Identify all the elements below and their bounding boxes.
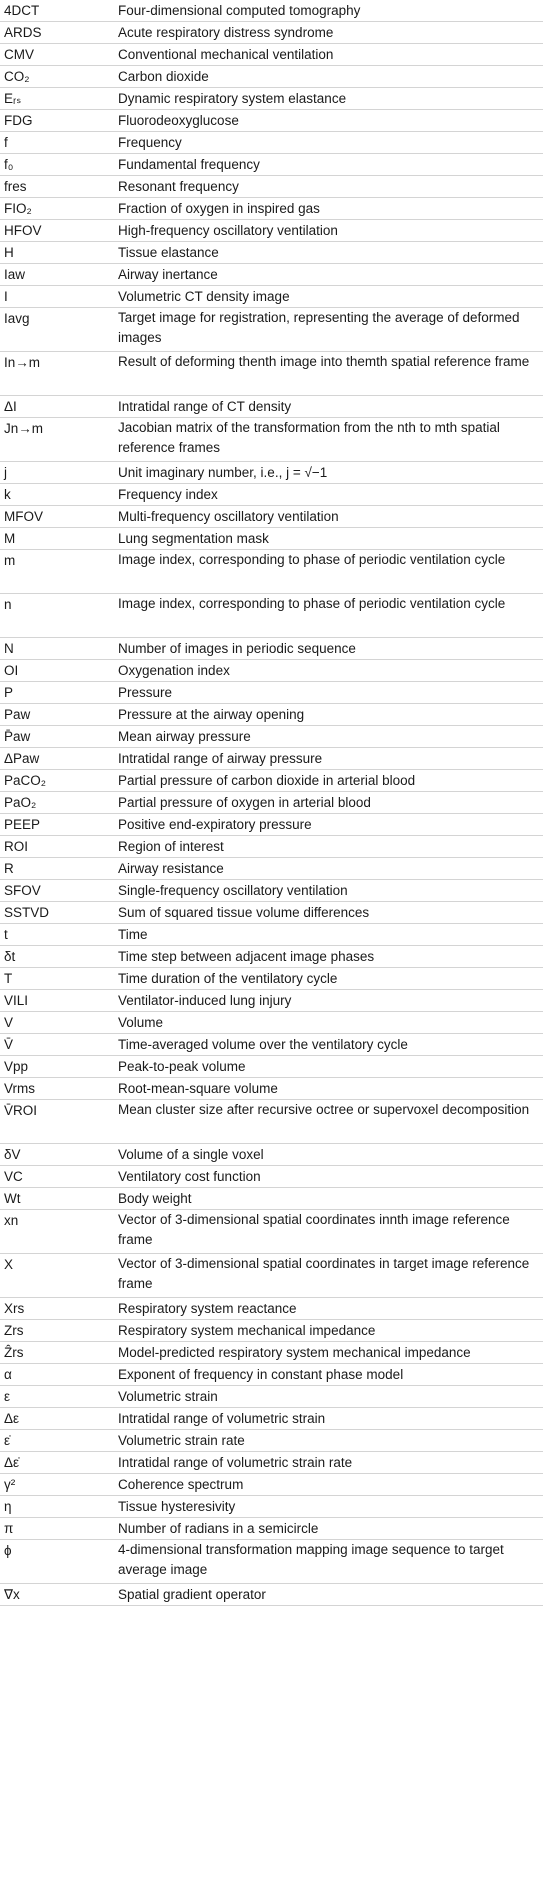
definition-cell: Positive end-expiratory pressure bbox=[118, 817, 312, 832]
symbol-cell: Iaw bbox=[4, 267, 26, 282]
definition-cell: Result of deforming thenth image into themth spatial reference frame bbox=[118, 354, 530, 369]
definition-cell: Conventional mechanical ventilation bbox=[118, 47, 334, 62]
table-row bbox=[0, 220, 543, 242]
definition-cell: Time duration of the ventilatory cycle bbox=[118, 971, 338, 986]
definition-cell: Mean cluster size after recursive octree or supervoxel decomposition bbox=[118, 1102, 530, 1117]
definition-cell: Volumetric strain bbox=[118, 1389, 218, 1404]
definition-cell: Lung segmentation mask bbox=[118, 531, 269, 546]
table-row bbox=[0, 1078, 543, 1100]
symbol-cell: ε bbox=[4, 1389, 11, 1404]
definition-cell: Spatial gradient operator bbox=[118, 1587, 266, 1602]
table-row bbox=[0, 924, 543, 946]
definition-cell: Time bbox=[118, 927, 148, 942]
definition-cell: Pressure at the airway opening bbox=[118, 707, 305, 722]
symbol-cell: SSTVD bbox=[4, 905, 50, 920]
definition-cell: Single-frequency oscillatory ventilation bbox=[118, 883, 348, 898]
definition-cell: Unit imaginary number, i.e., j = √−1 bbox=[118, 465, 328, 480]
definition-cell: Volume of a single voxel bbox=[118, 1147, 264, 1162]
definition-cell: Four-dimensional computed tomography bbox=[118, 3, 361, 18]
definition-cell: Intratidal range of volumetric strain rate bbox=[118, 1455, 353, 1470]
table-row bbox=[0, 506, 543, 528]
definition-cell: Volumetric strain rate bbox=[118, 1433, 245, 1448]
definition-cell: Fraction of oxygen in inspired gas bbox=[118, 201, 320, 216]
symbol-cell: PEEP bbox=[4, 817, 41, 832]
symbol-cell: VC bbox=[4, 1169, 23, 1184]
table-row bbox=[0, 286, 543, 308]
table-row bbox=[0, 814, 543, 836]
definition-cell: Fundamental frequency bbox=[118, 157, 260, 172]
definition-cell: Number of radians in a semicircle bbox=[118, 1521, 319, 1536]
table-row bbox=[0, 66, 543, 88]
symbol-cell: FIO₂ bbox=[4, 201, 32, 216]
definition-cell: Respiratory system reactance bbox=[118, 1301, 297, 1316]
table-row bbox=[0, 528, 543, 550]
table-row bbox=[0, 1056, 543, 1078]
symbol-cell: Jn→m bbox=[4, 421, 44, 436]
definition-cell: Dynamic respiratory system elastance bbox=[118, 91, 347, 106]
symbol-cell: Eᵣₛ bbox=[4, 91, 22, 106]
table-row bbox=[0, 308, 543, 352]
table-row bbox=[0, 990, 543, 1012]
definition-cell: Coherence spectrum bbox=[118, 1477, 244, 1492]
table-row bbox=[0, 1342, 543, 1364]
table-row bbox=[0, 0, 543, 22]
symbol-cell: ΔPaw bbox=[4, 751, 40, 766]
symbol-cell: Δε̇ bbox=[4, 1455, 20, 1470]
symbol-cell: ΔI bbox=[4, 399, 17, 414]
table-row bbox=[0, 1188, 543, 1210]
table-row bbox=[0, 726, 543, 748]
definition-cell: Multi-frequency oscillatory ventilation bbox=[118, 509, 339, 524]
table-row bbox=[0, 946, 543, 968]
table-row bbox=[0, 1540, 543, 1584]
symbol-cell: t bbox=[4, 927, 8, 942]
definition-cell: Acute respiratory distress syndrome bbox=[118, 25, 334, 40]
table-row bbox=[0, 1320, 543, 1342]
symbol-cell: η bbox=[4, 1499, 12, 1514]
definition-cell: Respiratory system mechanical impedance bbox=[118, 1323, 376, 1338]
table-row bbox=[0, 88, 543, 110]
definition-cell: Fluorodeoxyglucose bbox=[118, 113, 239, 128]
symbol-cell: Vpp bbox=[4, 1059, 29, 1074]
table-row bbox=[0, 1254, 543, 1298]
table-row bbox=[0, 880, 543, 902]
definition-cell: Airway resistance bbox=[118, 861, 224, 876]
table-row bbox=[0, 418, 543, 462]
symbol-cell: PaCO₂ bbox=[4, 773, 47, 788]
table-row bbox=[0, 682, 543, 704]
symbol-cell: Zrs bbox=[4, 1323, 24, 1338]
symbol-cell: δt bbox=[4, 949, 16, 964]
table-row bbox=[0, 792, 543, 814]
symbol-cell: α bbox=[4, 1367, 12, 1382]
symbol-cell: ϕ bbox=[4, 1543, 12, 1558]
table-row bbox=[0, 176, 543, 198]
symbol-cell: ε̇ bbox=[4, 1433, 11, 1448]
table-row bbox=[0, 660, 543, 682]
symbol-cell: Ẑrs bbox=[4, 1345, 24, 1360]
definition-cell: Volume bbox=[118, 1015, 164, 1030]
symbol-cell: Xrs bbox=[4, 1301, 25, 1316]
symbol-cell: P̄aw bbox=[4, 729, 31, 744]
table-row bbox=[0, 1430, 543, 1452]
table-row bbox=[0, 1518, 543, 1540]
definition-cell: Frequency bbox=[118, 135, 182, 150]
table-row bbox=[0, 22, 543, 44]
table-row bbox=[0, 704, 543, 726]
symbol-cell: X bbox=[4, 1257, 14, 1272]
table-row bbox=[0, 1364, 543, 1386]
definition-cell: 4-dimensional transformation mapping image sequence to target average image bbox=[118, 1542, 504, 1577]
symbol-cell: V̄ROI bbox=[4, 1103, 38, 1118]
symbol-cell: Δε bbox=[4, 1411, 20, 1426]
table-row bbox=[0, 44, 543, 66]
definition-cell: Tissue elastance bbox=[118, 245, 219, 260]
table-row bbox=[0, 1166, 543, 1188]
definition-cell: Airway inertance bbox=[118, 267, 218, 282]
symbol-cell: m bbox=[4, 553, 16, 568]
table-row bbox=[0, 1034, 543, 1056]
definition-cell: Intratidal range of airway pressure bbox=[118, 751, 323, 766]
symbol-cell: T bbox=[4, 971, 13, 986]
table-row bbox=[0, 198, 543, 220]
symbol-cell: δV bbox=[4, 1147, 21, 1162]
table-row bbox=[0, 550, 543, 594]
table-row bbox=[0, 594, 543, 638]
symbol-cell: Paw bbox=[4, 707, 31, 722]
symbol-cell: Wt bbox=[4, 1191, 21, 1206]
definition-cell: Jacobian matrix of the transformation from the nth to mth spatial reference frames bbox=[118, 420, 500, 455]
symbol-cell: f bbox=[4, 135, 8, 150]
symbol-cell: ROI bbox=[4, 839, 29, 854]
symbol-cell: γ² bbox=[4, 1477, 16, 1492]
symbol-cell: I bbox=[4, 289, 8, 304]
symbol-cell: FDG bbox=[4, 113, 33, 128]
definition-cell: Ventilator-induced lung injury bbox=[118, 993, 292, 1008]
definition-cell: Peak-to-peak volume bbox=[118, 1059, 246, 1074]
symbol-cell: n bbox=[4, 597, 12, 612]
definition-cell: Resonant frequency bbox=[118, 179, 239, 194]
table-row bbox=[0, 462, 543, 484]
definition-cell: Sum of squared tissue volume differences bbox=[118, 905, 370, 920]
definition-cell: Region of interest bbox=[118, 839, 224, 854]
definition-cell: Vector of 3-dimensional spatial coordinates innth image reference frame bbox=[118, 1212, 510, 1247]
definition-cell: Time step between adjacent image phases bbox=[118, 949, 375, 964]
table-row bbox=[0, 484, 543, 506]
symbol-cell: Vrms bbox=[4, 1081, 35, 1096]
symbol-cell: H bbox=[4, 245, 14, 260]
symbol-cell: HFOV bbox=[4, 223, 42, 238]
table-row bbox=[0, 1386, 543, 1408]
symbol-cell: f₀ bbox=[4, 157, 14, 172]
symbol-cell: fres bbox=[4, 179, 27, 194]
symbol-cell: R bbox=[4, 861, 14, 876]
symbol-cell: VILI bbox=[4, 993, 29, 1008]
definition-cell: Pressure bbox=[118, 685, 173, 700]
symbol-cell: PaO₂ bbox=[4, 795, 37, 810]
symbol-cell: P bbox=[4, 685, 14, 700]
table-row bbox=[0, 1144, 543, 1166]
definition-cell: Time-averaged volume over the ventilatory cycle bbox=[118, 1037, 408, 1052]
symbol-cell: CMV bbox=[4, 47, 34, 62]
definition-cell: Volumetric CT density image bbox=[118, 289, 290, 304]
symbol-cell: j bbox=[4, 465, 7, 480]
symbol-cell: OI bbox=[4, 663, 19, 678]
table-row bbox=[0, 1100, 543, 1144]
definition-cell: Image index, corresponding to phase of periodic ventilation cycle bbox=[118, 596, 506, 611]
symbol-cell: V bbox=[4, 1015, 14, 1030]
definition-cell: Body weight bbox=[118, 1191, 192, 1206]
symbol-cell: k bbox=[4, 487, 11, 502]
definition-cell: Exponent of frequency in constant phase model bbox=[118, 1367, 404, 1382]
definition-cell: Root-mean-square volume bbox=[118, 1081, 278, 1096]
table-row bbox=[0, 1210, 543, 1254]
definition-cell: High-frequency oscillatory ventilation bbox=[118, 223, 338, 238]
table-row bbox=[0, 132, 543, 154]
symbol-cell: CO₂ bbox=[4, 69, 30, 84]
definition-cell: Partial pressure of carbon dioxide in arterial blood bbox=[118, 773, 416, 788]
definition-cell: Image index, corresponding to phase of periodic ventilation cycle bbox=[118, 552, 506, 567]
symbol-cell: In→m bbox=[4, 355, 41, 370]
definition-cell: Tissue hysteresivity bbox=[118, 1499, 236, 1514]
table-row bbox=[0, 748, 543, 770]
table-row bbox=[0, 110, 543, 132]
definition-cell: Number of images in periodic sequence bbox=[118, 641, 356, 656]
table-row bbox=[0, 1474, 543, 1496]
symbol-cell: N bbox=[4, 641, 14, 656]
table-row bbox=[0, 968, 543, 990]
symbol-cell: Iavg bbox=[4, 311, 30, 326]
table-row bbox=[0, 836, 543, 858]
table-row bbox=[0, 1584, 543, 1606]
symbol-cell: SFOV bbox=[4, 883, 41, 898]
symbol-cell: π bbox=[4, 1521, 14, 1536]
table-row bbox=[0, 1496, 543, 1518]
table-row bbox=[0, 1298, 543, 1320]
definition-cell: Mean airway pressure bbox=[118, 729, 251, 744]
definition-cell: Vector of 3-dimensional spatial coordinates in target image reference frame bbox=[118, 1256, 530, 1291]
definition-cell: Intratidal range of volumetric strain bbox=[118, 1411, 326, 1426]
definition-cell: Ventilatory cost function bbox=[118, 1169, 261, 1184]
table-row bbox=[0, 1012, 543, 1034]
table-row bbox=[0, 770, 543, 792]
definition-cell: Frequency index bbox=[118, 487, 218, 502]
symbol-cell: xn bbox=[4, 1213, 19, 1228]
table-row bbox=[0, 264, 543, 286]
definition-cell: Carbon dioxide bbox=[118, 69, 209, 84]
definition-cell: Intratidal range of CT density bbox=[118, 399, 292, 414]
table-row bbox=[0, 858, 543, 880]
table-row bbox=[0, 1408, 543, 1430]
definition-cell: Target image for registration, representing the average of deformed images bbox=[118, 310, 520, 345]
definition-cell: Oxygenation index bbox=[118, 663, 230, 678]
symbol-cell: M bbox=[4, 531, 16, 546]
table-row bbox=[0, 1452, 543, 1474]
definition-cell: Partial pressure of oxygen in arterial blood bbox=[118, 795, 371, 810]
table-row bbox=[0, 154, 543, 176]
table-row bbox=[0, 902, 543, 924]
table-row bbox=[0, 352, 543, 396]
symbol-cell: MFOV bbox=[4, 509, 43, 524]
symbol-cell: V̄ bbox=[4, 1037, 14, 1052]
definition-cell: Model-predicted respiratory system mechanical impedance bbox=[118, 1345, 471, 1360]
table-row bbox=[0, 396, 543, 418]
table-row bbox=[0, 638, 543, 660]
symbol-cell: ∇x bbox=[4, 1587, 20, 1602]
symbol-cell: 4DCT bbox=[4, 3, 40, 18]
table-row bbox=[0, 242, 543, 264]
symbol-cell: ARDS bbox=[4, 25, 42, 40]
